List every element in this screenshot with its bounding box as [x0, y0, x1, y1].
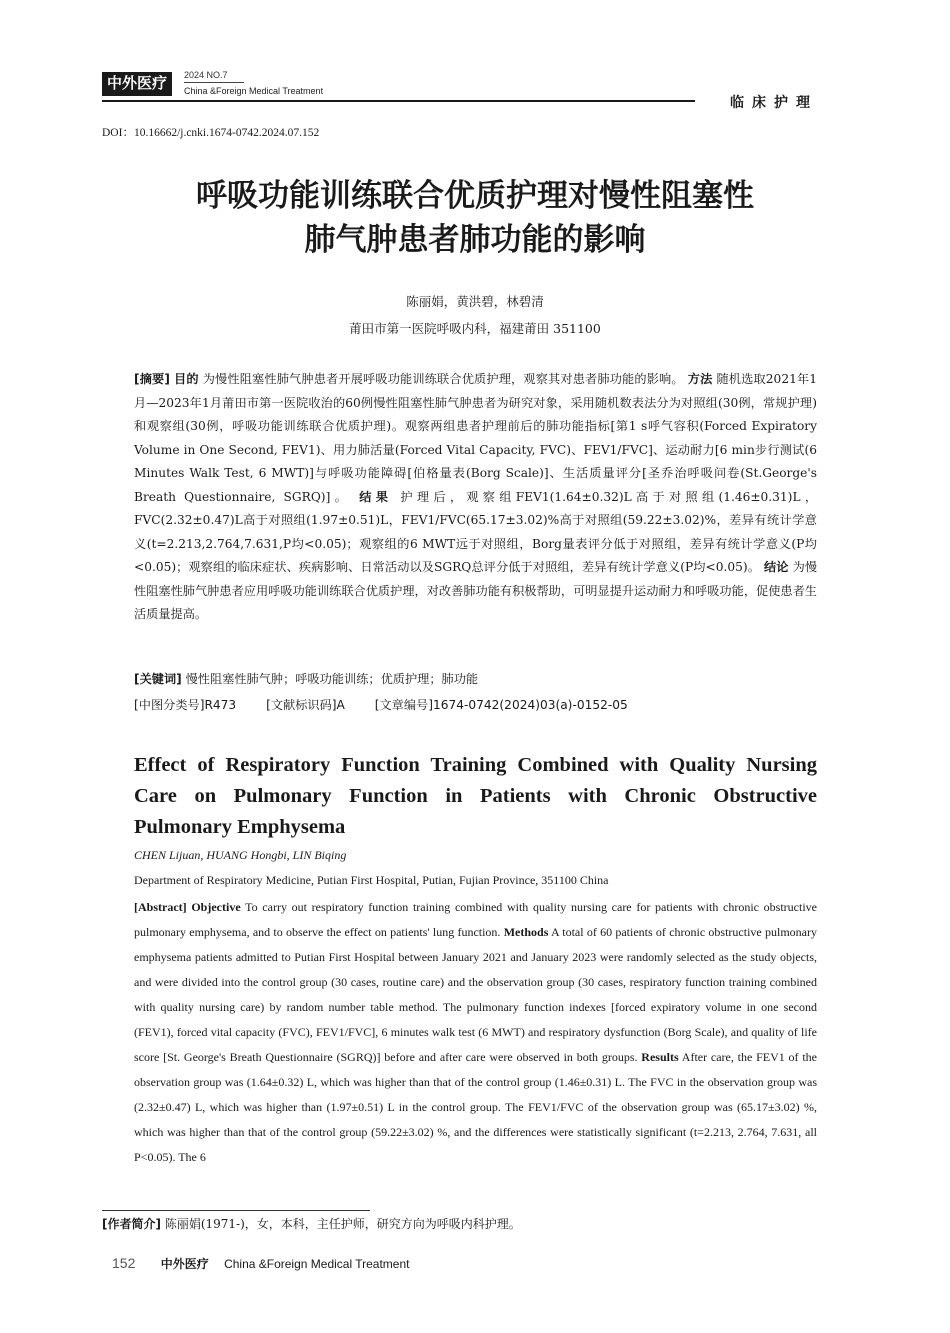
footnote-text: 陈丽娟(1971-)，女，本科，主任护师，研究方向为呼吸内科护理。 — [164, 1217, 521, 1231]
conclusion-cn: 为慢性阻塞性肺气肿患者应用呼吸功能训练联合优质护理，对改善肺功能有积极帮助，可明显提升运动耐力和呼吸功能，促使患者生活质量提高。 — [134, 560, 818, 621]
keywords-cn — [134, 670, 817, 687]
title-cn-line1: 呼吸功能训练联合优质护理对慢性阻塞性 — [196, 178, 754, 214]
author-footnote — [102, 1215, 521, 1232]
methods-label-cn: 方法 — [687, 372, 713, 386]
article-value: 1674-0742(2024)03(a)-0152-05 — [433, 698, 628, 712]
authors-en: CHEN Lijuan, HUANG Hongbi, LIN Biqing — [134, 848, 347, 862]
doc-label: [文献标识码] — [266, 698, 337, 712]
objective-en: To carry out respiratory function training combined with quality nursing care for patients with chronic obstructive pulmonary emphysema, and to observe the effect on patients' lung function. — [134, 900, 817, 939]
issue-underline — [184, 82, 244, 83]
keywords-cn-label: [关键词] — [134, 672, 182, 686]
title-cn — [102, 174, 848, 262]
keywords-cn-value: 慢性阻塞性肺气肿；呼吸功能训练；优质护理；肺功能 — [185, 672, 479, 686]
journal-name-en: China &Foreign Medical Treatment — [184, 86, 324, 96]
clc-label: [中图分类号] — [134, 698, 205, 712]
abstract-en-label: [Abstract] — [134, 900, 187, 914]
abstract-en — [134, 895, 817, 1170]
affiliation-en: Department of Respiratory Medicine, Putian First Hospital, Putian, Fujian Province, 351100 China — [134, 873, 609, 887]
results-en: After care, the FEV1 of the observation group was (1.64±0.32) L, which was higher than that of the control group (1.46±0.31) L. The FVC in the observation group was (2.32±0.47) L, which was higher than (1.97±0.51) L in the control group. The FEV1/FVC of the observation group was (65.17±3.02) %, which was higher than that of the control group (59.22±3.02) %, and the differences were statistically significant (t=2.213, 2.764, 7.631, all P<0.05). The 6 — [134, 1050, 818, 1164]
abstract-cn-label: [摘要] — [134, 372, 170, 386]
footnote-rule — [102, 1210, 370, 1211]
title-cn-line2: 肺气肿患者肺功能的影响 — [304, 222, 646, 258]
journal-logo: 中外医疗 — [102, 72, 172, 96]
results-label-cn: 结果 — [359, 489, 393, 504]
article-label: [文章编号] — [374, 698, 433, 712]
methods-en: A total of 60 patients of chronic obstructive pulmonary emphysema patients admitted to Putian First Hospital between January 2021 and January 2023 were randomly selected as the study objects, and were divided into the control group (30 cases, routine care) and the observation group (30 cases, respiratory function training combined with quality nursing care) by random number table method. The pulmonary function indexes [forced expiratory volume in one second (FEV1), forced vital capacity (FVC), FEV1/FVC], 6 minutes walk test (6 MWT) and respiratory dysfunction (Borg Scale), and quality of life score [St. George's Breath Questionnaire (SGRQ)] before and after care were observed in both groups. — [134, 925, 818, 1064]
authors-cn: 陈丽娟，黄洪碧，林碧清 — [406, 294, 544, 309]
results-label-en: Results — [641, 1050, 679, 1064]
results-cn: 护理后，观察组FEV1(1.64±0.32)L高于对照组(1.46±0.31)L，FVC(2.32±0.47)L高于对照组(1.97±0.51)L，FEV1/FVC(65.17±3.02)%高于对照组(59.22±3.02)%，差异有统计学意义(t=2.213,2.764,7.631,P均<0.05)；观察组的6 MWT远于对照组，Borg量表评分低于对照组，差异有统计学意义(P均<0.05)；观察组的临床症状、疾病影响、日常活动以及SGRQ总评分低于对照组，差异有统计学意义(P均<0.05)。 — [134, 489, 818, 574]
objective-cn: 为慢性阻塞性肺气肿患者开展呼吸功能训练联合优质护理，观察其对患者肺功能的影响。 — [202, 372, 684, 386]
classification-row — [134, 696, 817, 713]
section-label: 临床护理 — [730, 95, 818, 111]
footer-journal-cn: 中外医疗 — [160, 1257, 209, 1271]
doc-value: A — [336, 698, 345, 712]
methods-cn: 随机选取2021年1月—2023年1月莆田市第一医院收治的60例慢性阻塞性肺气肿患者为研究对象，采用随机数表法分为对照组(30例，常规护理)和观察组(30例，呼吸功能训练联合优质护理)。观察两组患者护理前后的肺功能指标[第1 s呼气容积(Forced Expiratory Volume in One Second, FEV1)、用力肺活量(Forced Vital Capacity, FVC)、FEV1/FVC]、运动耐力[6 min步行测试(6 Minutes Walk Test, 6 MWT)]与呼吸功能障碍[伯格量表(Borg Scale)]、生活质量评分[圣乔治呼吸问卷(St.George's Breath Questionnaire, SGRQ)]。 — [134, 372, 818, 504]
page-number: 152 — [112, 1255, 136, 1271]
journal-issue: 2024 NO.7 — [184, 70, 228, 80]
footer-journal-en: China &Foreign Medical Treatment — [224, 1257, 410, 1271]
methods-label-en: Methods — [503, 925, 549, 939]
affiliation-cn: 莆田市第一医院呼吸内科，福建莆田 351100 — [349, 321, 601, 336]
objective-label-en: Objective — [191, 900, 241, 914]
page-footer — [112, 1255, 409, 1272]
abstract-cn — [134, 368, 817, 627]
title-en: Effect of Respiratory Function Training Combined with Quality Nursing Care on Pulmonary Function in Patients with Chronic Obstructive Pulmonary Emphysema — [134, 754, 817, 838]
clc-value: R473 — [204, 698, 237, 712]
header-rule — [102, 100, 695, 102]
objective-label-cn: 目的 — [174, 372, 199, 386]
conclusion-label-cn: 结论 — [764, 560, 789, 574]
footnote-label: [作者简介] — [102, 1217, 161, 1231]
doi: DOI：10.16662/j.cnki.1674-0742.2024.07.152 — [102, 127, 320, 139]
